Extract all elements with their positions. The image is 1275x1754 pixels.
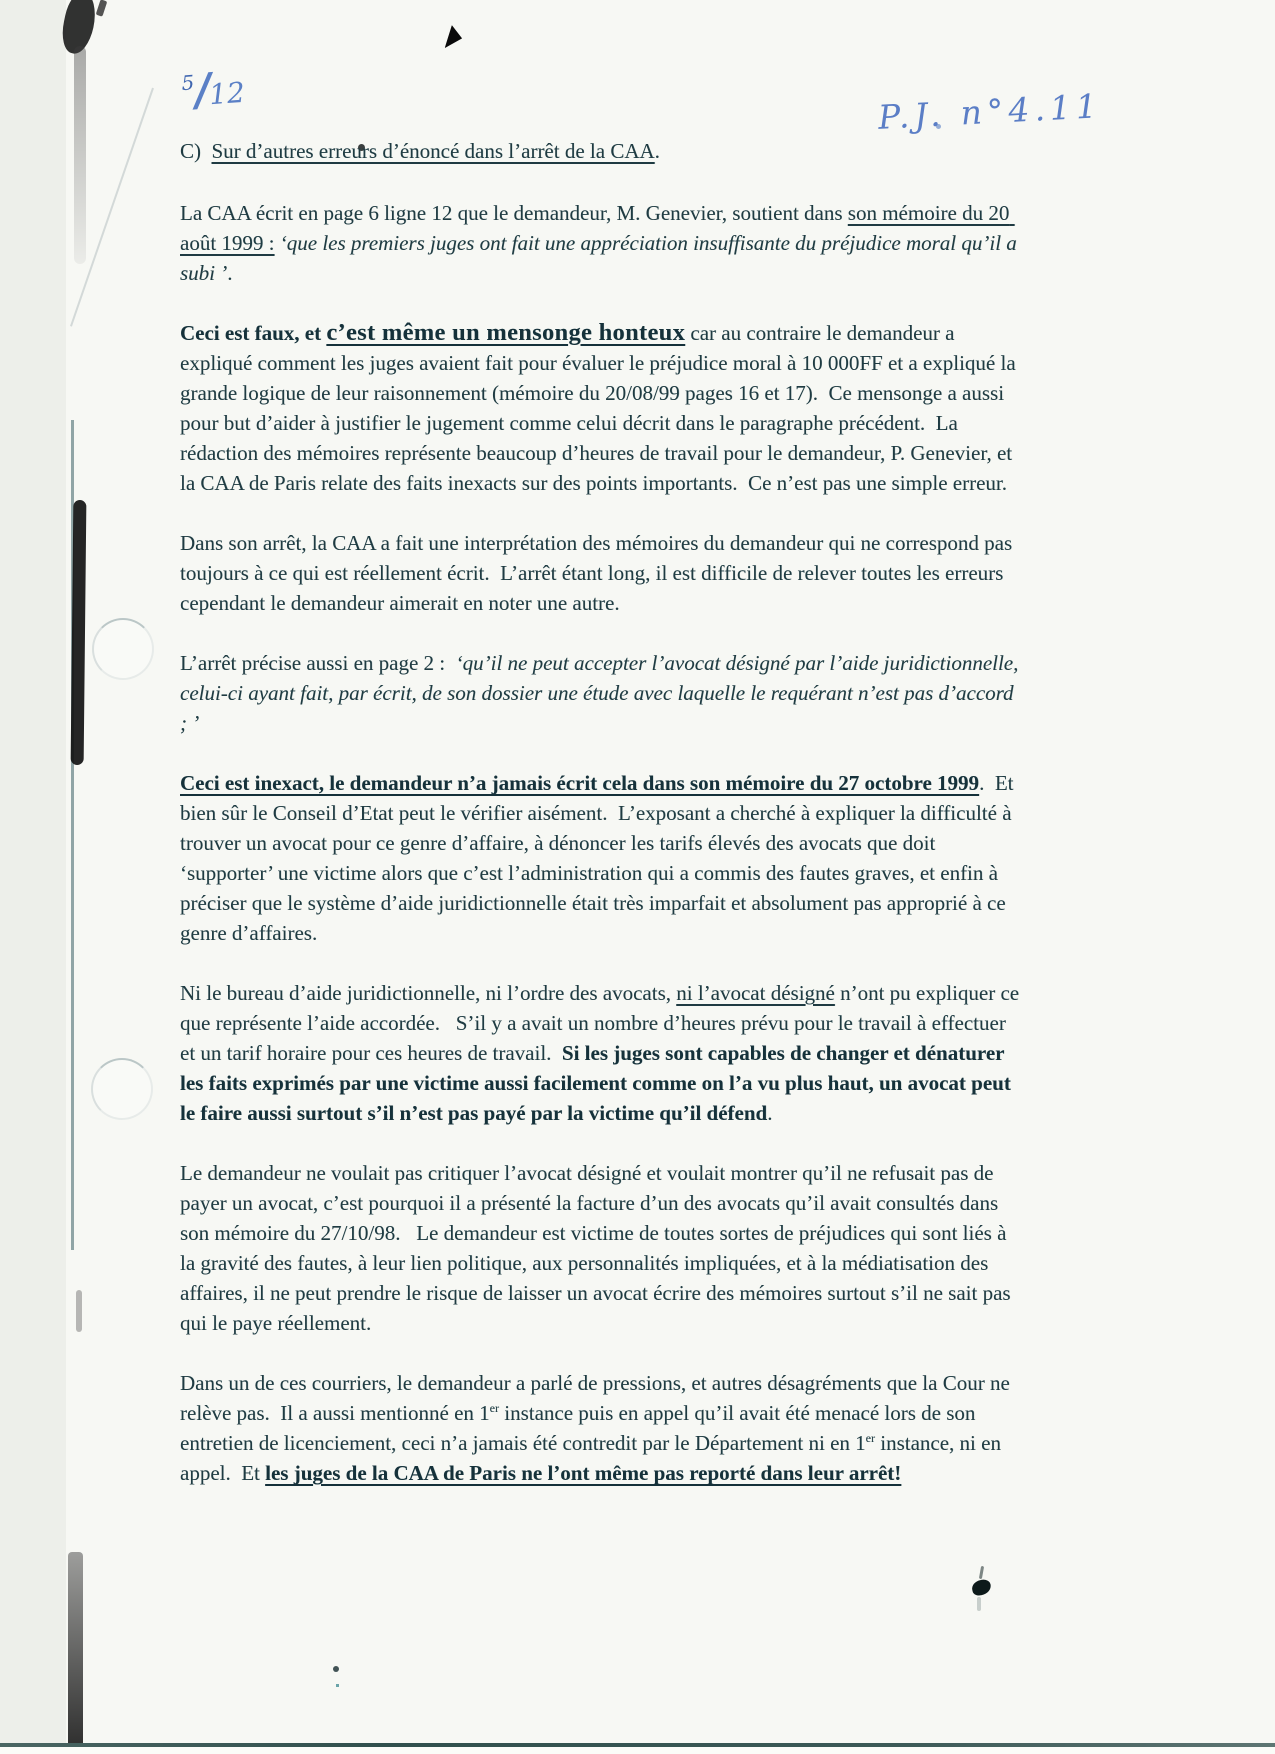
text-run: Le demandeur ne voulait pas critiquer l’avocat désigné et voulait montrer qu’il ne refusait pas de payer un avocat, c’est pourquoi il a présenté la facture d’un des avocats qu’il avait consultés dans son mémoire du 27/10/98. Le demandeur est victime de toutes sortes de préjudices qui sont liés à la gravité des fautes, à leur lien politique, aux personnalités impliquées, et à la médiatisation des affaires, il ne peut prendre le risque de laisser un avocat écrire des mémoires surtout s’il ne sait pas qui le paye réellement. (180, 1161, 1016, 1335)
text-run: Ceci est faux, et (180, 321, 327, 345)
text-run: . (767, 1101, 773, 1125)
scan-left-margin (0, 0, 66, 1754)
ink-dot (336, 1684, 339, 1687)
text-run: Sur d’autres erreurs d’énoncé dans l’arrêt de la CAA (211, 139, 655, 163)
scan-smudge (68, 1552, 83, 1754)
page-bottom-edge (0, 1747, 1275, 1754)
page-bottom-edge (0, 1743, 1275, 1747)
text-run: n’ont pu expliquer ce que représente l’aide accordée. S’il y a avait un nombre d’heures prévu pour le travail à effectuer et un tarif horaire pour ces heures de travail. (180, 981, 1025, 1065)
paragraph (180, 1368, 1022, 1488)
text-run: son mémoire du 20 août 1999 : (180, 201, 1015, 255)
text-run: ‘que les premiers juges ont fait une appréciation insuffisante du préjudice moral qu’il a subi ’ (180, 231, 1023, 285)
text-run: L’arrêt précise aussi en page 2 : (180, 651, 456, 675)
section-heading (180, 136, 1022, 166)
text-run: ‘qu’il ne peut accepter l’avocat désigné par l’aide juridictionnelle, celui-ci ayant fait, par écrit, de son dossier une étude avec laquelle le requérant n’est pas d’accord ; ’ (180, 651, 1024, 735)
text-run: Dans un de ces courriers, le demandeur a parlé de pressions, et autres désagréments que la Cour ne relève pas. Il a aussi mentionné en 1 (180, 1371, 1016, 1425)
paragraph (180, 648, 1022, 738)
handwritten-attachment-ref: P.J. n°4.11 (877, 86, 1103, 137)
text-run: 5 (180, 70, 196, 96)
text-run: er (865, 1431, 875, 1445)
text-run: C) (180, 139, 212, 163)
text-run: c’est même un mensonge honteux (326, 319, 686, 346)
text-run: Ni le bureau d’aide juridictionnelle, ni l’ordre des avocats, (180, 981, 677, 1005)
punch-hole (91, 1058, 153, 1120)
ink-blot (971, 1578, 993, 1597)
scan-smudge (71, 500, 87, 765)
ink-blot (979, 1566, 984, 1579)
text-run: instance puis en appel qu’il avait été menacé lors de son entretien de licenciement, ceci n’a jamais été contredit par le Département ni en 1 (180, 1401, 981, 1455)
text-run: car au contraire le demandeur a expliqué comment les juges avaient fait pour évaluer le préjudice moral à 10 000FF et a expliqué la grande logique de leur raisonnement (mémoire du 20/08/99 pages 16 et 17). Ce mensonge a aussi pour but d’aider à justifier le jugement comme celui décrit dans le paragraphe précédent. La rédaction des mémoires représente beaucoup d’heures de travail pour le demandeur, P. Genevier, et la CAA de Paris relate des faits inexacts sur des points importants. Ce n’est pas une simple erreur. (180, 321, 1021, 495)
text-run: ni l’avocat désigné (676, 981, 835, 1005)
scan-smudge (74, 46, 86, 264)
paragraph (180, 318, 1022, 498)
text-run: Dans son arrêt, la CAA a fait une interprétation des mémoires du demandeur qui ne correspond pas toujours à ce qui est réellement écrit. L’arrêt étant long, il est difficile de relever toutes les erreurs cependant le demandeur aimerait en noter une autre. (180, 531, 1018, 615)
ink-blot (977, 1597, 981, 1611)
text-run: Ceci est inexact, le demandeur n’a jamais écrit cela dans son mémoire du 27 octobre 1999 (180, 771, 980, 795)
paragraph (180, 978, 1025, 1128)
scan-smudge (76, 1290, 82, 1332)
text-run: . Et bien sûr le Conseil d’Etat peut le vérifier aisément. L’exposant a cherché à expliquer la difficulté à trouver un avocat pour ce genre d’affaire, à dénoncer les tarifs élevés des avocats que doit ‘supporter’ une victime alors que c’est l’administration qui a commis des fautes graves, et enfin à préciser que le système d’aide juridictionnelle était très imparfait et absolument pas approprié à ce genre d’affaires. (180, 771, 1019, 945)
ink-dot (333, 1666, 339, 1672)
text-run: . (227, 261, 233, 285)
text-run: La CAA écrit en page 6 ligne 12 que le demandeur, M. Genevier, soutient dans (180, 201, 848, 225)
text-run: instance, ni en appel. Et (180, 1431, 1007, 1485)
handwritten-page-number (180, 62, 246, 117)
paragraph (180, 528, 1022, 618)
scan-smudge (96, 0, 108, 17)
punch-hole (92, 618, 154, 680)
text-run: les juges de la CAA de Paris ne l’ont même pas reporté dans leur arrêt! (265, 1461, 902, 1485)
ink-flick (445, 25, 465, 52)
text-run: 12 (208, 75, 246, 112)
paragraph (180, 198, 1022, 288)
text-run: . (654, 139, 660, 163)
paragraph (180, 1158, 1022, 1338)
text-run: / (193, 64, 211, 117)
text-run: er (489, 1401, 499, 1415)
paragraph (180, 768, 1022, 948)
text-run: Si les juges sont capables de changer et dénaturer les faits exprimés par une victime aussi facilement comme on l’a vu plus haut, un avocat peut le faire aussi surtout s’il n’est pas payé par la victime qu’il défend (180, 1041, 1017, 1125)
document-body (180, 136, 1025, 1518)
